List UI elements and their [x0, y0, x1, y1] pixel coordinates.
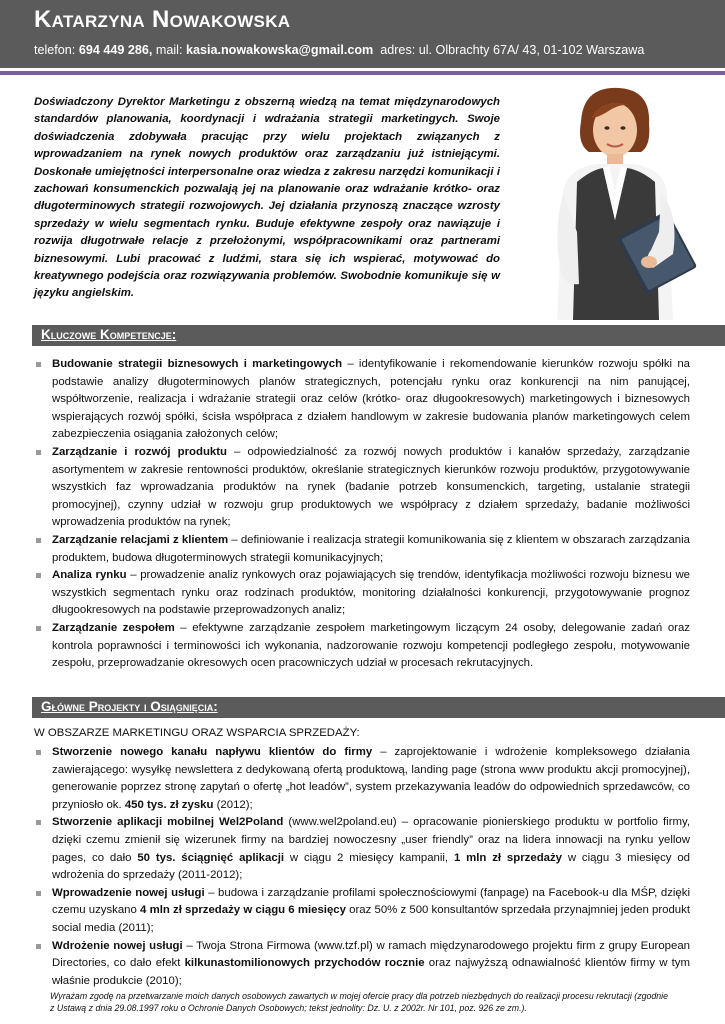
list-item: [34, 885, 690, 938]
mail-label: mail:: [155, 43, 183, 57]
item-text: – budowa i zarządzanie profilami społecznościowymi (fanpage) na Facebook-u dla MŚP, dzięki czemu uzyskano: [52, 886, 690, 917]
item-text-bold: 4 mln zł sprzedaży w ciągu 6 miesięcy: [140, 904, 346, 917]
item-text: (www.wel2poland.eu) – opracowanie pionierskiego produktu w portfolio firmy, dzięki czemu zmienił się wizerunek firmy na bardziej nowoczesny „user friendly” oraz na lidera innowacji na rynku yellow pages, co dało: [52, 816, 691, 864]
item-text: – Twoja Strona Firmowa (www.tzf.pl) w ramach międzynarodowego projektu firm z grupy European Directories, co dało efekt: [52, 939, 691, 970]
competencies-list: [34, 356, 690, 673]
item-heading: Budowanie strategii biznesowych i marketingowych: [52, 358, 343, 370]
candidate-name: Katarzyna Nowakowska: [34, 6, 291, 33]
item-text: oraz 50% z 500 konsultantów sprzedała przynajmniej jeden produkt social media (2011);: [52, 904, 690, 934]
phone-label: telefon:: [34, 43, 76, 57]
list-item: [34, 814, 690, 884]
list-item: [34, 938, 690, 991]
item-text-bold: 50 tys. ściągnięć aplikacji: [137, 851, 285, 864]
item-text-bold: Wprowadzenie nowej usługi: [52, 886, 205, 899]
portrait-photo: [533, 82, 697, 320]
section-header-competencies: [32, 325, 725, 346]
item-text: w ciągu 2 miesięcy kampanii,: [284, 851, 454, 864]
accent-rule: [0, 71, 725, 75]
item-text-bold: 450 tys. zł zysku: [124, 798, 214, 811]
item-text-bold: 1 mln zł sprzedaży: [453, 851, 563, 864]
contact-line: [34, 43, 644, 57]
list-item: [34, 444, 690, 532]
item-text-bold: kilkunastomilionowych przychodów rocznie: [184, 957, 425, 970]
item-text: – identyfikowanie i rekomendowanie kierunków rozwoju spółki na podstawie analizy długoterminowych planów strategicznych, potencjału rynku oraz konkurencji na nim panującej, współtworzenie, realizacja i wdrażanie strategii oraz celów (krótko- oraz długookresowych) marketingowych i biznesowych wspierających rozwój spółki, ścisła współpraca z działem handlowym w zakresie budowania planów marketingowych celem zabezpieczenia osiągania założonych celów;: [52, 358, 690, 441]
item-text-bold: Stworzenie nowego kanału napływu klientów do firmy: [52, 746, 373, 758]
section-header-projects: [32, 697, 725, 718]
section-title-projects: Główne Projekty i Osiągnięcia:: [41, 699, 218, 714]
list-item: [34, 356, 690, 444]
gdpr-consent-footer: Wyrażam zgodę na przetwarzanie moich danych osobowych zawartych w mojej ofercie pracy dla potrzeb niezbędnych do realizacji procesu rekrutacji (zgodnie z Ustawą z dnia 29.08.1997 roku o Ochronie Danych Osobowych; tekst jednolity: Dz. U. z 2002r. Nr 101, poz. 926 ze zm.).: [50, 991, 669, 1013]
address-value: ul. Olbrachty 67A/ 43, 01-102 Warszawa: [418, 43, 645, 57]
item-text: (2012);: [213, 798, 253, 811]
header-bar: [0, 0, 725, 68]
item-text-bold: Wdrożenie nowej usługi: [52, 939, 183, 952]
item-heading: Analiza rynku: [52, 569, 127, 582]
email-address: kasia.nowakowska@gmail.com: [185, 43, 374, 57]
section-title-competencies: Kluczowe Kompetencje:: [41, 327, 177, 342]
item-text: – prowadzenie analiz rynkowych oraz pojawiających się trendów, identyfikacja możliwości rozwoju biznesu we wszystkich segmentach rynku oraz rodzinach produktów, monitoring działalności konkurencji, przygotowywanie prognoz długookresowych na podstawie przeprowadzonych analiz;: [52, 569, 691, 617]
item-heading: Zarządzanie relacjami z klientem: [52, 533, 229, 546]
list-item: [34, 620, 690, 673]
item-heading: Zarządzanie i rozwój produktu: [52, 445, 227, 458]
item-heading: Zarządzanie zespołem: [52, 621, 175, 634]
list-item: [34, 744, 690, 814]
item-text: – zaprojektowanie i wdrożenie kompleksowego działania zawierającego: wysyłkę newslettera z dedykowaną ofertą produktową, landing page (strona www produktu akcji promocyjnej), generowanie poprzez stronę zapytań o ofertę „hot leadów”, system przekazywania leadów do odpowiednich sprzedawców, co przyniosło ok.: [52, 746, 690, 811]
projects-list: [34, 744, 690, 990]
item-text: – odpowiedzialność za rozwój nowych produktów i kanałów sprzedaży, zarządzanie asortymentem w zakresie rentowności produktów, określanie strategicznych kierunków rozwoju produktów, przygotowywanie wszystkich faz wprowadzania produktów na rynek (badanie potrzeb konsumenckich, targeting, ustalanie strategii promocyjnej), czynny udział w rozwoju grup produktowych we współpracy z działem sprzedaży, badanie możliwości wprowadzenia produktów na rynek;: [52, 445, 690, 529]
phone-number: 694 449 286,: [78, 43, 153, 57]
address-label: adres:: [380, 43, 416, 57]
profile-summary: Doświadczony Dyrektor Marketingu z obszerną wiedzą na temat międzynarodowych standardów planowania, koordynacji i wdrażania strategii marketingych. Swoje doświadczenia zdobywała pracując przy wielu projektach związanych z wprowadzaniem na rynek nowych produktów oraz zarządzaniu już istniejącymi. Doskonałe umiejętności interpersonalne oraz wiedza z zakresu narzędzi komunikacji i zachowań konsumenckich pozwalają jej na planowanie oraz wdrażanie krótko- oraz długoterminowych strategii rozwojowych. Jej działania przynoszą znaczące wzrosty sprzedaży w wielu segmentach rynku. Buduje efektywne zespoły oraz nawiązuje i rozwija długotrwałe relacje z przełożonymi, współpracownikami oraz partnerami biznesowymi. Lubi pracować z ludźmi, stara się ich wspierać, motywować do kreatywnego podejścia oraz rozwiązywania problemów. Swobodnie komunikuje się w języku angielskim.: [34, 96, 500, 300]
list-item: [34, 567, 690, 620]
item-text: w ciągu 3 miesięcy od wdrożenia do sprzedaży (2011-2012);: [52, 851, 691, 882]
item-text: – definiowanie i realizacja strategii komunikowania się z klientem w obszarach zarządzania produktem, budowa długoterminowych strategii komunikacyjnych;: [52, 533, 690, 564]
item-text: oraz najwyższą odnawialność klientów firmy w tym właśnie produkcie (2010);: [52, 957, 690, 987]
item-text: – efektywne zarządzanie zespołem marketingowym liczącym 24 osoby, delegowanie zadań oraz kontrola poprawności i terminowości ich wykonania, nadzorowanie rozwoju kompetencji podległego zespołu, motywowanie zespołu, przeprowadzanie okresowych ocen pracowniczych udział w procesach rekrutacyjnych.: [52, 621, 690, 670]
item-text-bold: Stworzenie aplikacji mobilnej Wel2Poland: [52, 816, 284, 829]
list-item: [34, 532, 690, 567]
projects-subheading: W OBSZARZE MARKETINGU ORAZ WSPARCIA SPRZEDAŻY:: [34, 727, 360, 739]
